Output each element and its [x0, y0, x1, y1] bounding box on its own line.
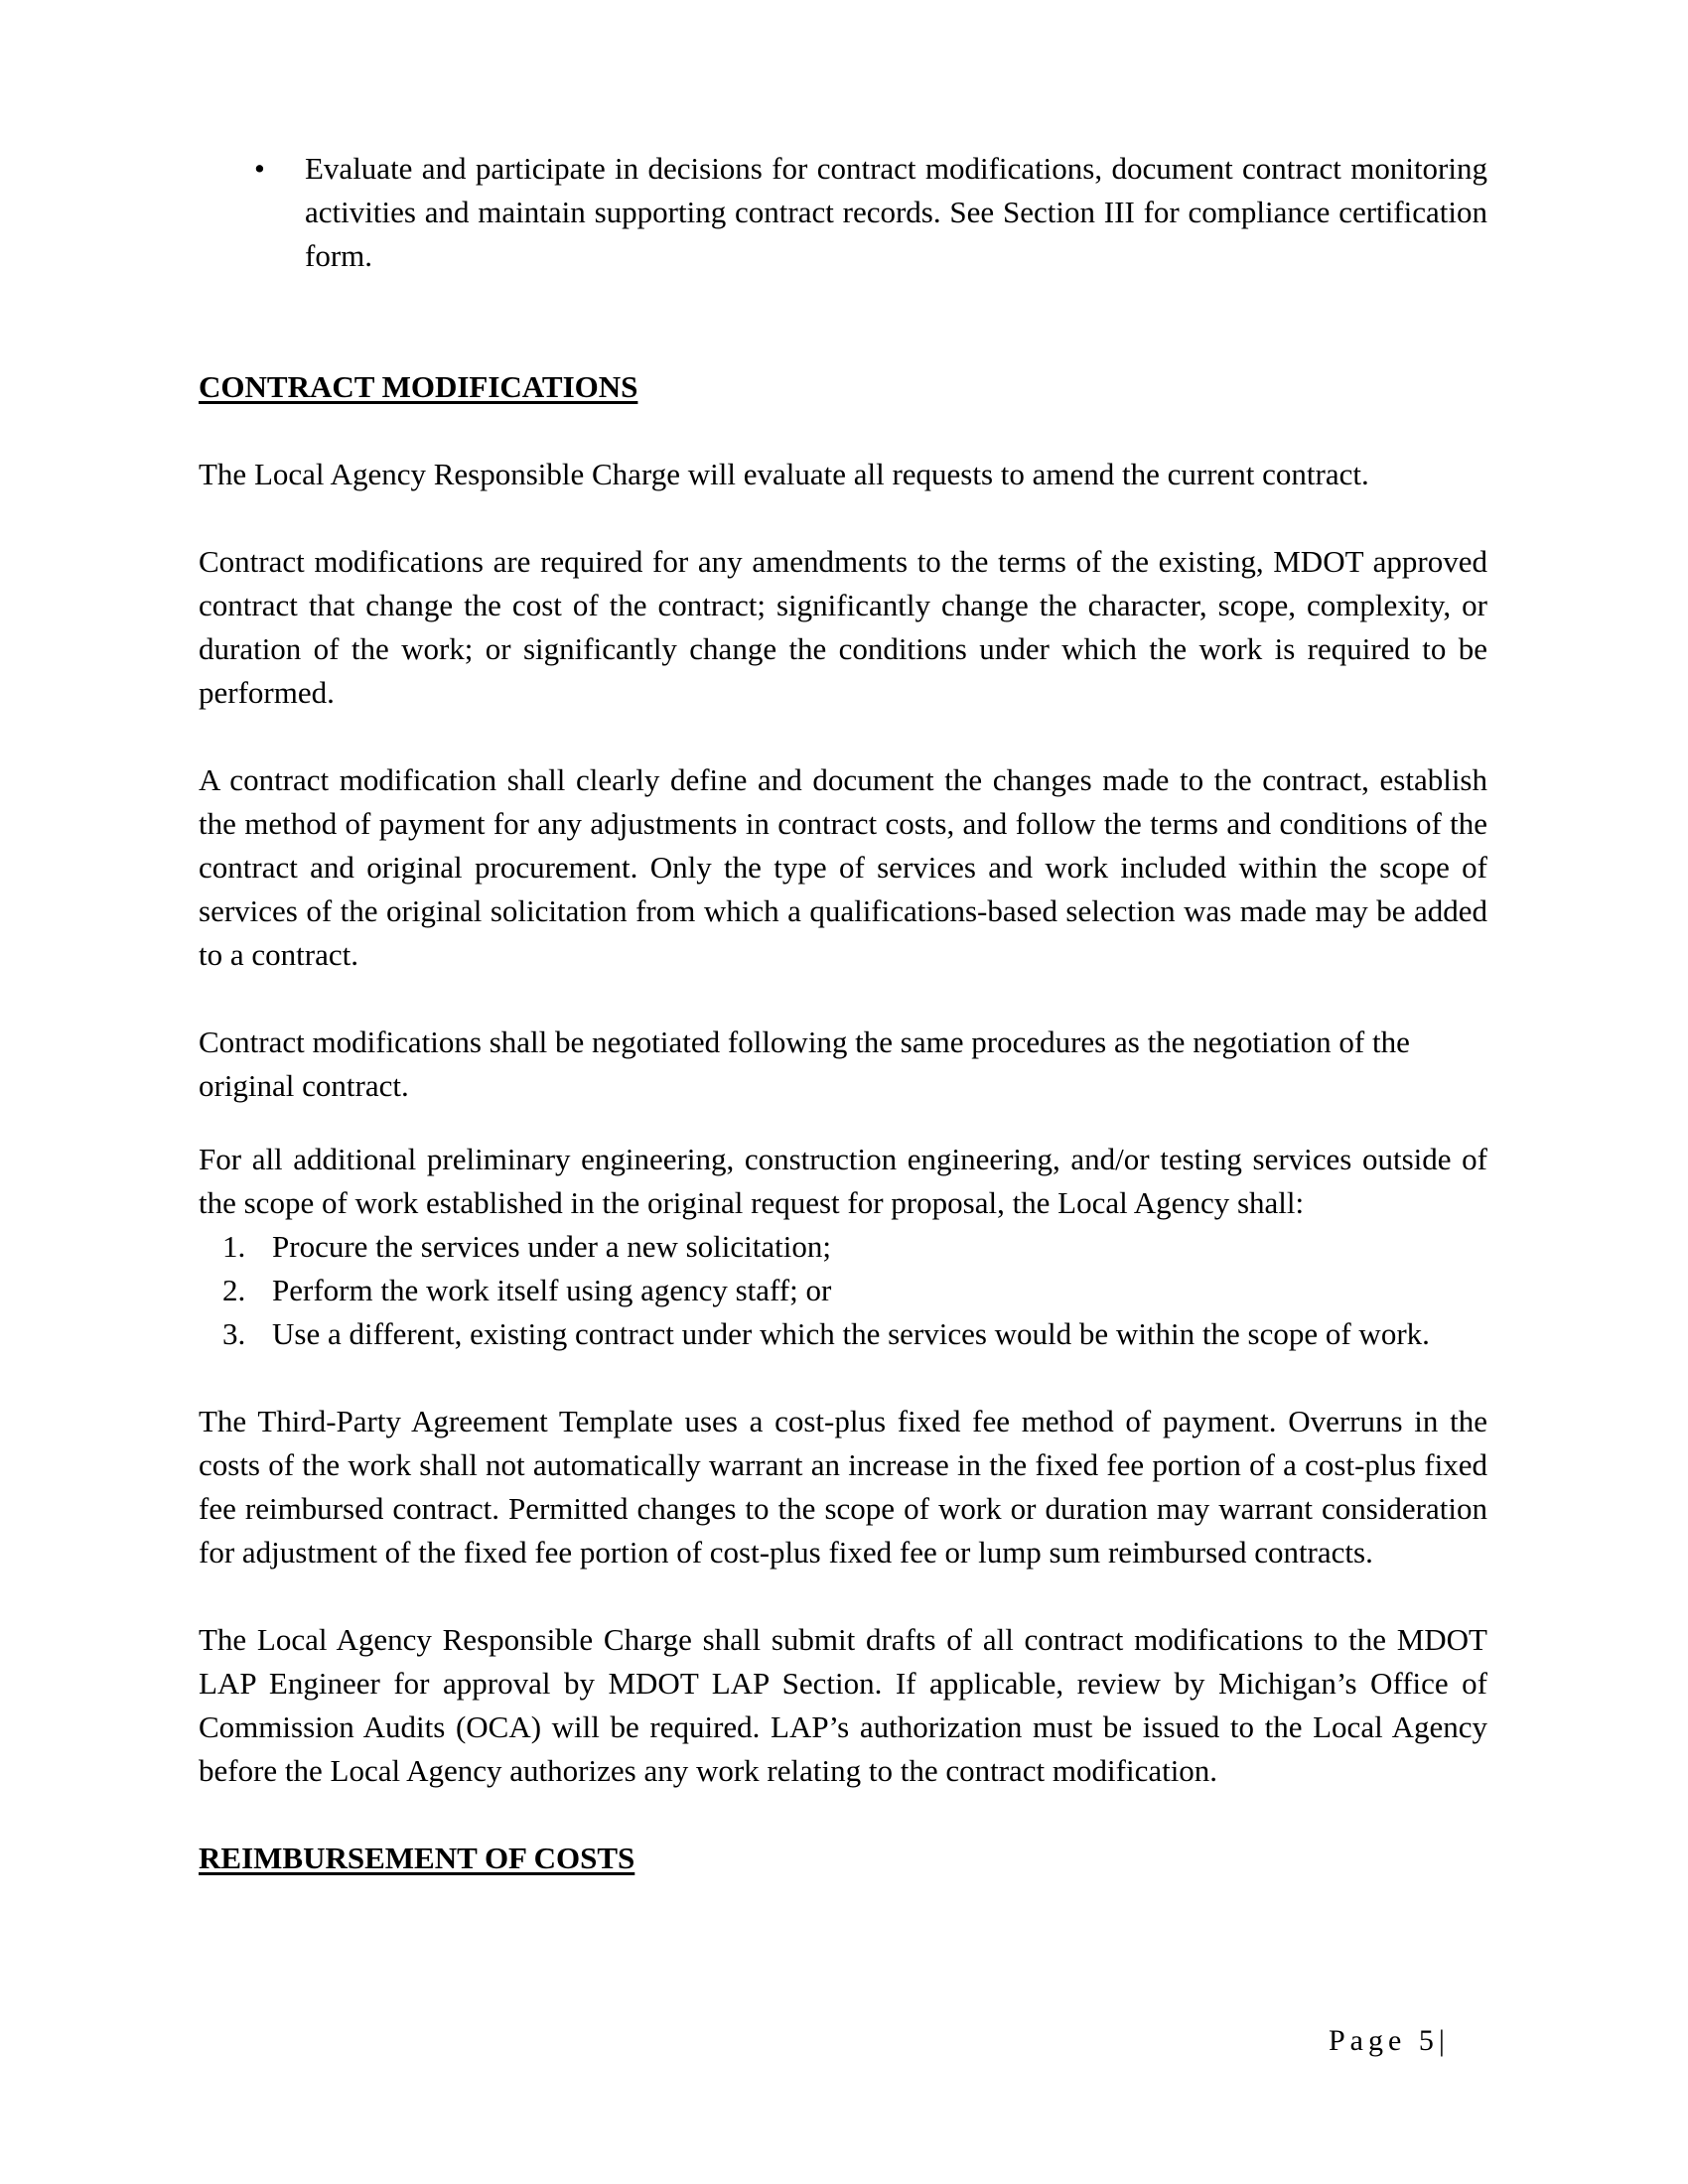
- list-item: [199, 1269, 1487, 1312]
- page-number-footer: Page 5|: [1329, 2024, 1450, 2057]
- paragraph: For all additional preliminary engineering, construction engineering, and/or testing services outside of the scope of work established in the original request for proposal, the Local Agency shall:: [199, 1142, 1487, 1220]
- paragraph: The Local Agency Responsible Charge shall submit drafts of all contract modifications to the MDOT LAP Engineer for approval by MDOT LAP Section. If applicable, review by Michigan’s Office of Commission Audits (OCA) will be required. LAP’s authorization must be issued to the Local Agency before the Local Agency authorizes any work relating to the contract modification.: [199, 1622, 1487, 1788]
- list-item: [199, 1312, 1487, 1356]
- paragraph: The Third-Party Agreement Template uses a cost-plus fixed fee method of payment. Overruns in the costs of the work shall not automatically warrant an increase in the fixed fee portion of a cost-plus fixed fee reimbursed contract. Permitted changes to the scope of work or duration may warrant consideration for adjustment of the fixed fee portion of cost-plus fixed fee or lump sum reimbursed contracts.: [199, 1404, 1487, 1570]
- section-heading-reimbursement-of-costs: REIMBURSEMENT OF COSTS: [199, 1841, 635, 1875]
- bullet-list: [199, 147, 1487, 278]
- list-item-text: Use a different, existing contract under which the services would be within the scope of work.: [272, 1316, 1430, 1351]
- paragraph: Contract modifications shall be negotiated following the same procedures as the negotiation of the original contract.: [199, 1024, 1410, 1103]
- bullet-text: Evaluate and participate in decisions for contract modifications, document contract monitoring activities and maintain supporting contract records. See Section III for compliance certification form.: [305, 151, 1487, 273]
- numbered-list: [199, 1225, 1487, 1356]
- list-item-text: Perform the work itself using agency staff; or: [272, 1273, 832, 1307]
- bullet-icon: •: [254, 151, 265, 186]
- paragraph: Contract modifications are required for any amendments to the terms of the existing, MDOT approved contract that change the cost of the contract; significantly change the character, scope, complexity, or duration of the work; or significantly change the conditions under which the work is required to be performed.: [199, 544, 1487, 710]
- paragraph: A contract modification shall clearly define and document the changes made to the contract, establish the method of payment for any adjustments in contract costs, and follow the terms and conditions of the contract and original procurement. Only the type of services and work included within the scope of services of the original solicitation from which a qualifications-based selection was made may be added to a contract.: [199, 762, 1487, 972]
- paragraph: The Local Agency Responsible Charge will evaluate all requests to amend the current contract.: [199, 457, 1369, 491]
- bullet-item: [199, 147, 1487, 278]
- list-number: 2.: [222, 1273, 246, 1307]
- page-content: [199, 147, 1487, 1880]
- section-heading-contract-modifications: CONTRACT MODIFICATIONS: [199, 369, 638, 404]
- list-item-text: Procure the services under a new solicitation;: [272, 1229, 831, 1264]
- list-number: 3.: [222, 1316, 246, 1351]
- list-item: [199, 1225, 1487, 1269]
- list-number: 1.: [222, 1229, 246, 1264]
